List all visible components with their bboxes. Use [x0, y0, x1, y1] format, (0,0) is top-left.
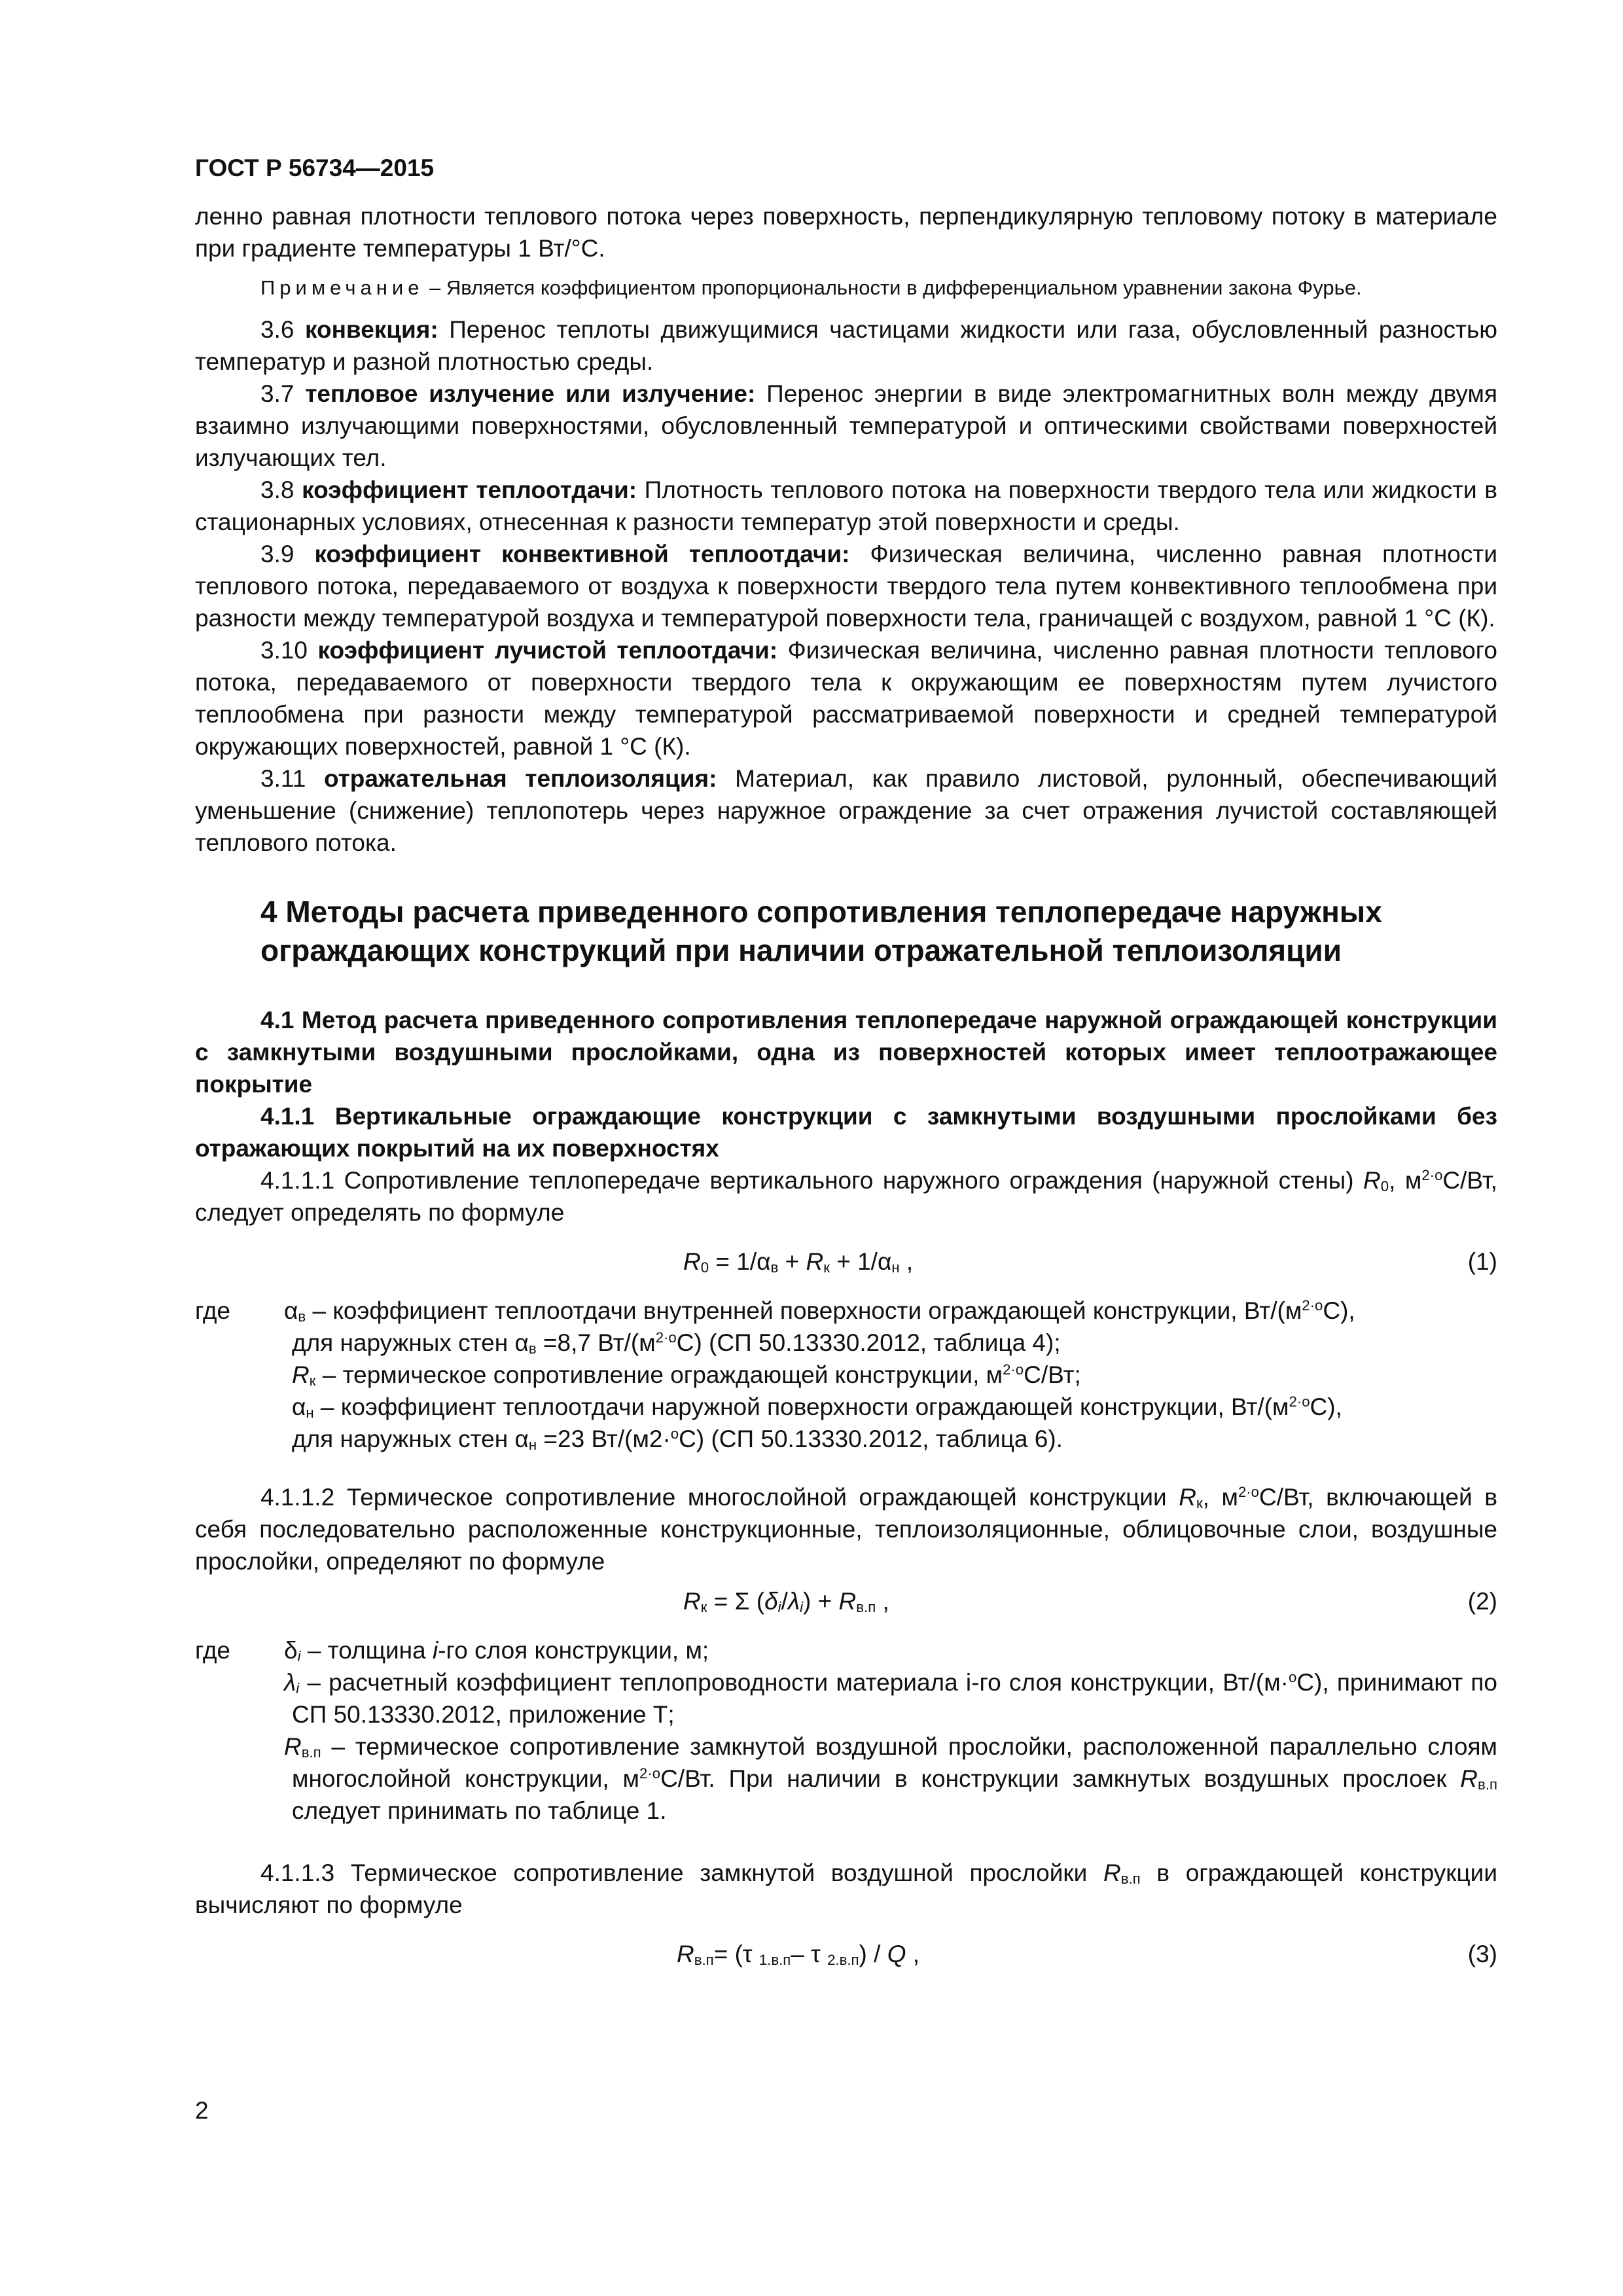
formula-2	[195, 1585, 1497, 1617]
legend-alpha-n-value: для наружных стен $\alpha_н =23$ Вт/(м2·$^о$С) (СП 50.13330.2012, таблица 6).	[292, 1426, 1063, 1453]
legend-r-vp: $R_{в.п}$ – термическое сопротивление замкнутой воздушной прослойки, расположенной параллельно слоям многослойной конструкции, $м^{2\cdot о}С/Вт$. При наличии в конструкции замкнутых воздушных прослоек $R_{в.п}$ следует принимать по таблице 1.	[284, 1733, 1497, 1824]
term-3-11: 3.11 отражательная теплоизоляция: Материал, как правило листовой, рулонный, обеспечивающий уменьшение (снижение) теплопотерь через наружное ограждение за счет отражения лучистой составляющей теплового потока.	[195, 765, 1497, 856]
paragraph-4-1-1-3: 4.1.1.3 Термическое сопротивление замкнутой воздушной прослойки $R_{в.п}$ в ограждающей конструкции вычисляют по формуле	[195, 1859, 1498, 1918]
formula-2-expression: $R_к = \Sigma$ $(\delta_i/\lambda_i) + R_{в.п}$ ,	[683, 1588, 889, 1615]
body-text	[195, 200, 1497, 1970]
document-header: ГОСТ Р 56734—2015	[195, 154, 435, 181]
term-3-9: 3.9 коэффициент конвективной теплоотдачи: Физическая величина, численно равная плотности теплового потока, передаваемого от воздуха к поверхности твердого тела путем конвективного теплообмена при разности между температурой воздуха и температурой поверхности тела, граничащей с воздухом, равной 1 °С (К).	[195, 541, 1497, 632]
note	[195, 274, 1497, 302]
term-3-7: 3.7 тепловое излучение или излучение: Перенос энергии в виде электромагнитных волн между двумя взаимно излучающими поверхностями, обусловленный температурой и оптическими свойствами поверхностей излучающих тел.	[195, 380, 1497, 471]
formula-1	[195, 1246, 1497, 1278]
where-label: где	[195, 1637, 231, 1664]
formula-1-legend	[195, 1295, 1497, 1455]
legend-alpha-v-value: для наружных стен $\alpha_в =8,7$ $Вт/(м^{2\cdot о}С)$ (СП 50.13330.2012, таблица 4);	[292, 1329, 1061, 1357]
legend-alpha-v: $\alpha_в$ – коэффициент теплоотдачи внутренней поверхности ограждающей конструкции, $Вт/(м^{2\cdot о}С)$,	[284, 1297, 1355, 1325]
paragraph-4-1-1-1: 4.1.1.1 Сопротивление теплопередаче вертикального наружного ограждения (наружной стены) $R_0$, $м^{2\cdot о}С/Вт$, следует определять по формуле	[195, 1167, 1497, 1226]
term-3-6: 3.6 конвекция: Перенос теплоты движущимися частицами жидкости или газа, обусловленный разностью температур и разной плотностью среды.	[195, 316, 1498, 375]
terms-list	[195, 314, 1497, 859]
legend-r-k: $R_к$ – термическое сопротивление ограждающей конструкции, $м^{2\cdot о}С/Вт$;	[292, 1361, 1081, 1389]
note-label: Примечание	[260, 276, 424, 299]
legend-alpha-n: $\alpha_н$ – коэффициент теплоотдачи наружной поверхности ограждающей конструкции, $Вт/(м^{2\cdot о}С)$,	[292, 1393, 1342, 1421]
formula-2-legend	[195, 1634, 1497, 1827]
formula-1-expression: $R_0 = 1/\alpha_в + R_к + 1/\alpha_н$ ,	[683, 1248, 914, 1276]
legend-delta-i: $\delta_i$ – толщина i-го слоя конструкции, м;	[284, 1637, 709, 1664]
term-3-10: 3.10 коэффициент лучистой теплоотдачи: Физическая величина, численно равная плотности теплового потока, передаваемого от поверхности твердого тела к окружающим ее поверхностям путем лучистого теплообмена при разности между температурой рассматриваемой поверхности и средней температурой окружающих поверхностей, равной 1 °С (К).	[195, 637, 1497, 760]
formula-3	[195, 1938, 1497, 1970]
section-4-1-1-heading: 4.1.1 Вертикальные ограждающие конструкции с замкнутыми воздушными прослойками без отражающих покрытий на их поверхностях	[195, 1103, 1497, 1162]
section-4-heading: 4 Методы расчета приведенного сопротивления теплопередаче наружных ограждающих конструкций при наличии отражательной теплоизоляции	[260, 895, 1382, 967]
where-label: где	[195, 1297, 231, 1324]
legend-lambda-i: $\lambda_i$ – расчетный коэффициент теплопроводности материала i-го слоя конструкции, Вт/(м·$^о$С), принимают по СП 50.13330.2012, приложение Т;	[284, 1669, 1497, 1728]
formula-2-number: (2)	[1467, 1588, 1497, 1615]
formula-1-number: (1)	[1467, 1248, 1497, 1275]
page-number: 2	[195, 2097, 209, 2124]
formula-3-expression: $R_{в.п}= (\tau$ $_{1.в.п}$– τ $_{2.в.п}$) / Q ,	[677, 1941, 920, 1968]
note-text: – Является коэффициентом пропорциональности в дифференциальном уравнении закона Фурье.	[423, 276, 1362, 299]
term-3-8: 3.8 коэффициент теплоотдачи: Плотность теплового потока на поверхности твердого тела или жидкости в стационарных условиях, отнесенная к разности температур этой поверхности и среды.	[195, 476, 1497, 535]
paragraph-continuation: ленно равная плотности теплового потока через поверхность, перпендикулярную тепловому потоку в материале при градиенте температуры 1 Вт/°С.	[195, 203, 1497, 262]
paragraph-4-1-1-2: 4.1.1.2 Термическое сопротивление многослойной ограждающей конструкции $R_к$, $м^{2\cdot о}С/Вт$, включающей в себя последовательно расположенные конструкционные, теплоизоляционные, облицовочные слои, воздушные прослойки, определяют по формуле	[195, 1484, 1498, 1575]
section-4-1-heading: 4.1 Метод расчета приведенного сопротивления теплопередаче наружной ограждающей конструкции с замкнутыми воздушными прослойками, одна из поверхностей которых имеет теплоотражающее покрытие	[195, 1007, 1497, 1098]
formula-3-number: (3)	[1467, 1941, 1497, 1967]
